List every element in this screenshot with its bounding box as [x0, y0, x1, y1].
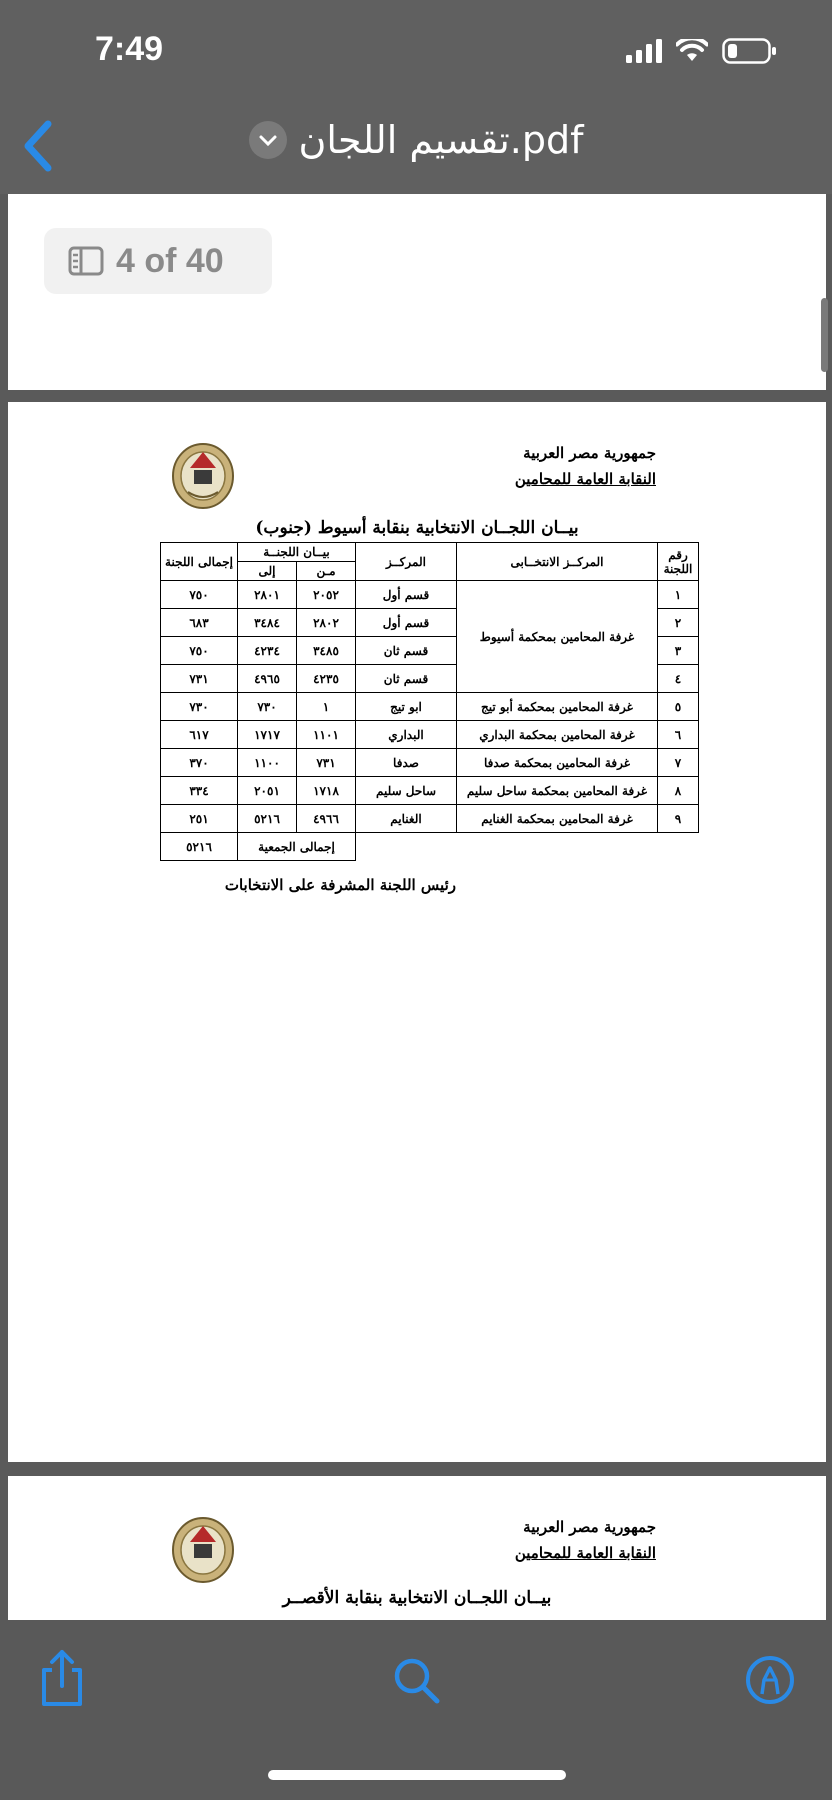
assembly-total-label: إجمالى الجمعية	[238, 833, 356, 861]
top-bar	[0, 0, 832, 194]
cell-total: ٧٣٠	[161, 693, 238, 721]
cell-markaz: قسم أول	[356, 581, 457, 609]
col-markaz: المركــز	[356, 543, 457, 581]
col-total: إجمالى اللجنة	[161, 543, 238, 581]
cell-from: ٤٢٣٥	[297, 665, 356, 693]
next-doc-header	[515, 1514, 656, 1566]
page-4	[8, 402, 826, 1462]
cell-markaz: صدفا	[356, 749, 457, 777]
cell-num: ٢	[658, 609, 699, 637]
wifi-icon	[676, 39, 708, 63]
share-icon[interactable]	[38, 1648, 86, 1708]
cell-total: ٧٣١	[161, 665, 238, 693]
next-doc-title: بيــان اللجــان الانتخابية بنقابة الأقصــر	[282, 1588, 552, 1608]
status-time: 7:49	[95, 30, 164, 68]
col-committee: بيــان اللجنــة	[238, 543, 356, 562]
cell-markaz: البداري	[356, 721, 457, 749]
cell-center: غرفة المحامين بمحكمة أبو تيج	[457, 693, 658, 721]
battery-icon	[722, 38, 778, 64]
cell-to: ٥٢١٦	[238, 805, 297, 833]
col-num: رقم اللجنة	[658, 543, 699, 581]
cell-center: غرفة المحامين بمحكمة الغنايم	[457, 805, 658, 833]
cell-from: ٧٣١	[297, 749, 356, 777]
table-row	[161, 721, 699, 749]
cell-num: ١	[658, 581, 699, 609]
committees-table	[160, 542, 699, 861]
cell-num: ٤	[658, 665, 699, 693]
cell-num: ٩	[658, 805, 699, 833]
cell-total: ٢٥١	[161, 805, 238, 833]
table-row	[161, 581, 699, 609]
cell-from: ١٧١٨	[297, 777, 356, 805]
table-header-row	[161, 543, 699, 562]
footer-chair: رئيس اللجنة المشرفة على الانتخابات	[224, 876, 456, 894]
assembly-total-value: ٥٢١٦	[161, 833, 238, 861]
cell-from: ٣٤٨٥	[297, 637, 356, 665]
search-icon[interactable]	[392, 1656, 442, 1706]
page-5-head	[8, 1476, 826, 1620]
cell-to: ٣٤٨٤	[238, 609, 297, 637]
home-indicator[interactable]	[268, 1770, 566, 1780]
cell-num: ٥	[658, 693, 699, 721]
cell-to: ٢٨٠١	[238, 581, 297, 609]
signal-icon	[626, 39, 662, 63]
syndicate-logo	[170, 1514, 236, 1584]
col-to: إلى	[238, 562, 297, 581]
cell-to: ٧٣٠	[238, 693, 297, 721]
chevron-down-icon	[249, 121, 287, 159]
cell-total: ٣٣٤	[161, 777, 238, 805]
cell-num: ٦	[658, 721, 699, 749]
cell-from: ٤٩٦٦	[297, 805, 356, 833]
sidebar-icon	[68, 246, 104, 276]
cell-to: ٢٠٥١	[238, 777, 297, 805]
cell-total: ٧٥٠	[161, 637, 238, 665]
syndicate-logo	[170, 440, 236, 510]
cell-num: ٨	[658, 777, 699, 805]
col-center: المركــز الانتخــابى	[457, 543, 658, 581]
cell-center: غرفة المحامين بمحكمة صدفا	[457, 749, 658, 777]
next-header-line-1: جمهورية مصر العربية	[523, 1518, 656, 1536]
cell-from: ١١٠١	[297, 721, 356, 749]
cell-to: ٤٢٣٤	[238, 637, 297, 665]
cell-markaz: قسم ثان	[356, 665, 457, 693]
cell-num: ٧	[658, 749, 699, 777]
cell-from: ٢٠٥٢	[297, 581, 356, 609]
cell-center: غرفة المحامين بمحكمة البداري	[457, 721, 658, 749]
doc-title: بيــان اللجــان الانتخابية بنقابة أسيوط (جنوب)	[255, 518, 579, 538]
table-row	[161, 777, 699, 805]
cell-to: ١١٠٠	[238, 749, 297, 777]
cell-num: ٣	[658, 637, 699, 665]
scrollbar-thumb[interactable]	[821, 298, 828, 372]
cell-total: ٧٥٠	[161, 581, 238, 609]
cell-to: ٤٩٦٥	[238, 665, 297, 693]
cell-markaz: الغنايم	[356, 805, 457, 833]
cell-markaz: قسم ثان	[356, 637, 457, 665]
header-line-2: النقابة العامة للمحامين	[514, 470, 656, 488]
cell-total: ٦١٧	[161, 721, 238, 749]
table-total-row	[161, 833, 699, 861]
table-row	[161, 805, 699, 833]
document-title-button[interactable]	[0, 118, 832, 162]
cell-total: ٣٧٠	[161, 749, 238, 777]
header-line-1: جمهورية مصر العربية	[523, 444, 656, 462]
cell-markaz: ابو تيج	[356, 693, 457, 721]
document-title: تقسيم اللجان.pdf	[298, 118, 584, 162]
col-from: مـن	[297, 562, 356, 581]
cell-from: ١	[297, 693, 356, 721]
markup-pen-icon[interactable]	[744, 1654, 796, 1706]
page-indicator[interactable]	[44, 228, 272, 294]
page-3-tail	[8, 194, 826, 390]
doc-header	[515, 440, 656, 492]
next-header-line-2: النقابة العامة للمحامين	[514, 1544, 656, 1562]
cell-from: ٢٨٠٢	[297, 609, 356, 637]
table-row	[161, 693, 699, 721]
cell-total: ٦٨٣	[161, 609, 238, 637]
table-row	[161, 749, 699, 777]
pdf-viewer[interactable]	[0, 194, 832, 1620]
cell-markaz: ساحل سليم	[356, 777, 457, 805]
cell-center-shared: غرفة المحامين بمحكمة أسيوط	[457, 581, 658, 693]
cell-markaz: قسم أول	[356, 609, 457, 637]
page-indicator-text: 4 of 40	[116, 241, 224, 280]
cell-center: غرفة المحامين بمحكمة ساحل سليم	[457, 777, 658, 805]
cell-to: ١٧١٧	[238, 721, 297, 749]
status-icons	[626, 38, 778, 64]
